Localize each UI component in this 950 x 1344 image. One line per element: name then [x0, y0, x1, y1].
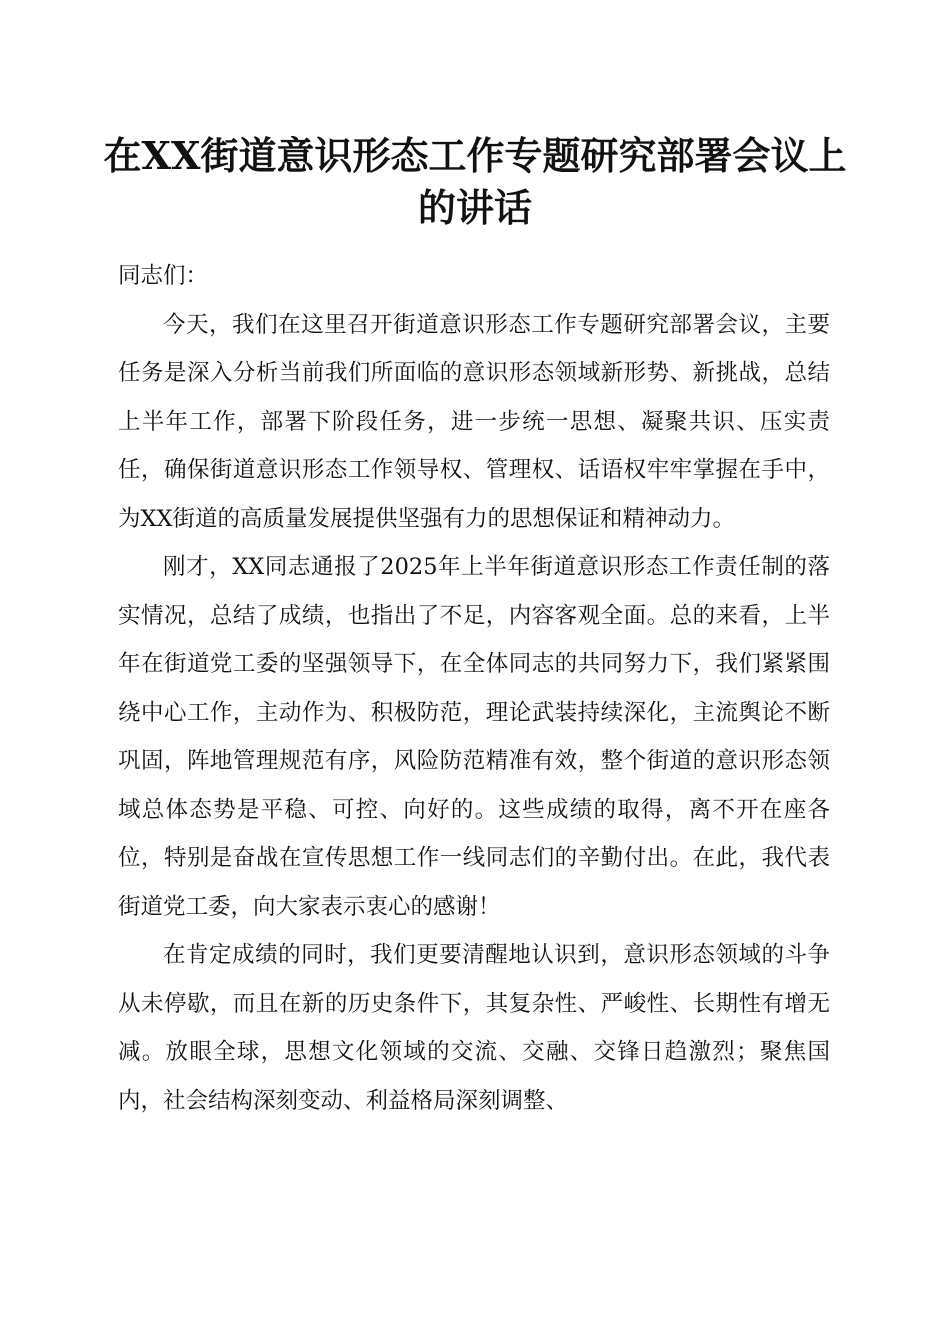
title-line-1: 在XX街道意识形态工作专题研究部署会议上: [103, 133, 847, 178]
paragraph-2: 刚才，XX同志通报了2025年上半年街道意识形态工作责任制的落实情况，总结了成绩，也指出了不足，内容客观全面。总的来看，上半年在街道党工委的坚强领导下，在全体同志的共同努力下，我们紧紧围绕中心工作，主动作为、积极防范，理论武装持续深化，主流舆论不断巩固，阵地管理规范有序，风险防范精准有效，整个街道的意识形态领域总体态势是平稳、可控、向好的。这些成绩的取得，离不开在座各位，特别是奋战在宣传思想工作一线同志们的辛勤付出。在此，我代表街道党工委，向大家表示衷心的感谢！: [118, 554, 830, 920]
document-title: [100, 130, 850, 234]
document-body: [118, 252, 830, 1125]
title-line-2: 的讲话: [417, 185, 532, 230]
paragraph-3: 在肯定成绩的同时，我们更要清醒地认识到，意识形态领域的斗争从未停歇，而且在新的历史条件下，其复杂性、严峻性、长期性有增无减。放眼全球，思想文化领域的交流、交融、交锋日趋激烈；聚焦国内，社会结构深刻变动、利益格局深刻调整、: [118, 942, 830, 1114]
salutation: 同志们：: [118, 263, 209, 289]
paragraph-1: 今天，我们在这里召开街道意识形态工作专题研究部署会议，主要任务是深入分析当前我们所面临的意识形态领域新形势、新挑战，总结上半年工作，部署下阶段任务，进一步统一思想、凝聚共识、压实责任，确保街道意识形态工作领导权、管理权、话语权牢牢掌握在手中，为XX街道的高质量发展提供坚强有力的思想保证和精神动力。: [118, 311, 830, 532]
